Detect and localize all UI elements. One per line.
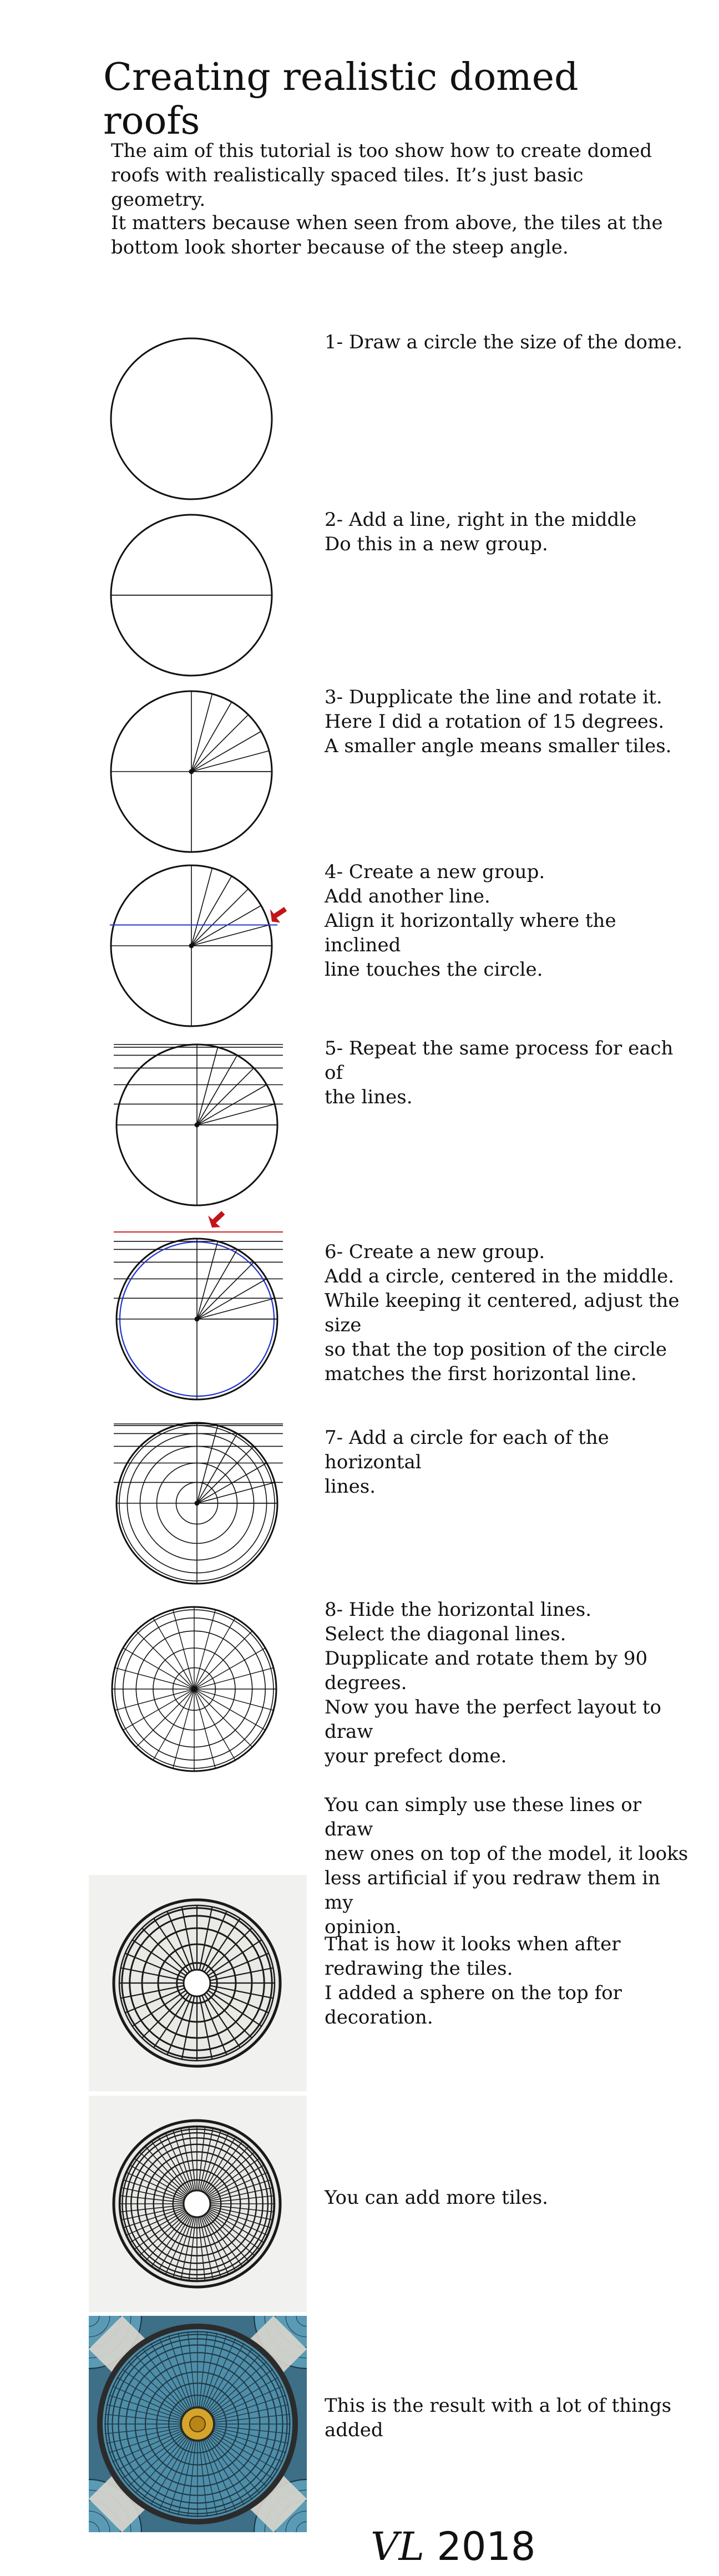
rotated-line — [191, 751, 269, 772]
rotated-line — [197, 1463, 267, 1504]
center-dot — [192, 1687, 196, 1691]
intro-line: The aim of this tutorial is too show how to create domed — [111, 140, 652, 162]
signature — [371, 2524, 535, 2569]
step-line: 3- Dupplicate the line and rotate it. — [325, 686, 662, 708]
rotated-line — [197, 1298, 275, 1319]
step-8-diagram — [105, 1600, 283, 1778]
rotated-line — [191, 694, 212, 772]
intro-paragraph-2 — [111, 211, 666, 260]
step-line: 1- Draw a circle the size of the dome. — [325, 331, 683, 353]
rotated-line — [191, 702, 232, 772]
signature-initials: VL — [371, 2524, 425, 2569]
dome-circle — [111, 338, 272, 499]
step-3-text — [325, 685, 691, 758]
step-3-diagram — [105, 686, 277, 858]
intro-line: bottom look shorter because of the steep angle. — [111, 236, 569, 258]
step-line: 6- Create a new group. — [325, 1241, 545, 1263]
rotated-line — [197, 1241, 218, 1319]
rotated-line — [191, 889, 249, 946]
step-6-diagram — [105, 1209, 288, 1414]
step-line: decoration. — [325, 2006, 433, 2029]
step-line: Do this in a new group. — [325, 533, 548, 555]
intro-paragraph-1 — [111, 139, 666, 212]
rotated-line — [191, 714, 249, 772]
center-dot — [195, 1501, 199, 1505]
rotated-line — [191, 925, 269, 946]
rotated-line — [197, 1047, 218, 1125]
step-line: Here I did a rotation of 15 degrees. — [325, 711, 665, 733]
signature-year: 2018 — [437, 2524, 536, 2569]
step-4-diagram — [105, 860, 300, 1032]
rotated-line — [197, 1085, 267, 1125]
step-line: your prefect dome. — [325, 1745, 507, 1767]
step-line: I added a sphere on the top for — [325, 1982, 622, 2004]
center-dot — [189, 944, 194, 948]
rotated-line — [197, 1262, 254, 1319]
step-line: redrawing the tiles. — [325, 1958, 513, 1980]
step-line — [325, 1768, 691, 1793]
step-line: less artificial if you redraw them in my — [325, 1867, 661, 1914]
red-arrow-icon — [205, 1209, 226, 1230]
rotated-line — [197, 1446, 254, 1503]
decorative-sphere — [184, 2190, 210, 2217]
step-line: matches the first horizontal line. — [325, 1363, 637, 1385]
step-line: the lines. — [325, 1086, 413, 1108]
rotated-line — [197, 1433, 237, 1503]
step-1-diagram — [105, 333, 277, 505]
step-line: Align it horizontally where the inclined — [325, 910, 616, 956]
step-line: Now you have the perfect layout to draw — [325, 1696, 661, 1743]
center-dot — [189, 769, 194, 774]
decorative-sphere — [184, 1970, 210, 1996]
rotated-line — [197, 1104, 275, 1125]
step-2-diagram — [105, 509, 277, 681]
rotated-line — [197, 1068, 254, 1125]
page-title: Creating realistic domed roofs — [103, 55, 579, 143]
step-line: new ones on top of the model, it looks — [325, 1843, 688, 1865]
step-line: You can simply use these lines or draw — [325, 1794, 641, 1840]
step-line: Dupplicate and rotate them by 90 — [325, 1647, 648, 1670]
step-line: added — [325, 2419, 383, 2441]
red-arrow-shape — [205, 1209, 226, 1230]
step-line: 8- Hide the horizontal lines. — [325, 1599, 592, 1621]
step-4-text — [325, 860, 691, 982]
intro-line: roofs with realistically spaced tiles. It’s just basic geometry. — [111, 164, 584, 211]
step-line: 4- Create a new group. — [325, 861, 545, 883]
rotated-line — [197, 1249, 237, 1319]
step-line: While keeping it centered, adjust the size — [325, 1290, 680, 1336]
step-line: 5- Repeat the same process for each of — [325, 1037, 674, 1084]
step-11-text — [325, 2394, 691, 2442]
rotated-line — [191, 906, 261, 946]
more-tiles-dome-render — [108, 2115, 286, 2293]
step-line: That is how it looks when after — [325, 1933, 621, 1955]
step-line: A smaller angle means smaller tiles. — [325, 735, 672, 757]
gold-sphere-core — [190, 2416, 205, 2432]
rotated-line — [191, 876, 232, 946]
center-dot — [195, 1123, 199, 1127]
step-line: degrees. — [325, 1672, 407, 1694]
step-line: so that the top position of the circle — [325, 1338, 667, 1361]
step-9-text — [325, 1932, 691, 2030]
step-line: Add a circle, centered in the middle. — [325, 1265, 675, 1287]
step-1-text — [325, 330, 691, 354]
step-7-text — [325, 1426, 691, 1499]
intro-line: It matters because when seen from above, the tiles at the — [111, 212, 663, 234]
rotated-line — [197, 1279, 267, 1320]
center-dot — [195, 1317, 199, 1321]
final-dome-render — [89, 2316, 307, 2532]
step-2-text — [325, 508, 691, 556]
redrawn-dome-render — [108, 1894, 286, 2072]
step-line: line touches the circle. — [325, 959, 543, 981]
step-line: Select the diagonal lines. — [325, 1623, 566, 1645]
step-line: 7- Add a circle for each of the horizontal — [325, 1427, 609, 1473]
step-line: Add another line. — [325, 885, 490, 907]
rotated-line — [197, 1055, 237, 1125]
step-5-diagram — [105, 1036, 288, 1225]
step-line: This is the result with a lot of things — [325, 2395, 672, 2417]
rotated-line — [191, 868, 212, 946]
step-10-text — [325, 2185, 691, 2210]
step-6-text — [325, 1240, 691, 1386]
step-8-text — [325, 1598, 691, 1939]
step-line: opinion. — [325, 1916, 402, 1938]
step-7-diagram — [105, 1417, 288, 1589]
step-5-text — [325, 1036, 691, 1109]
rotated-line — [191, 732, 261, 772]
step-line: 2- Add a line, right in the middle — [325, 509, 637, 531]
step-line: lines. — [325, 1475, 376, 1498]
step-line: You can add more tiles. — [325, 2187, 548, 2209]
